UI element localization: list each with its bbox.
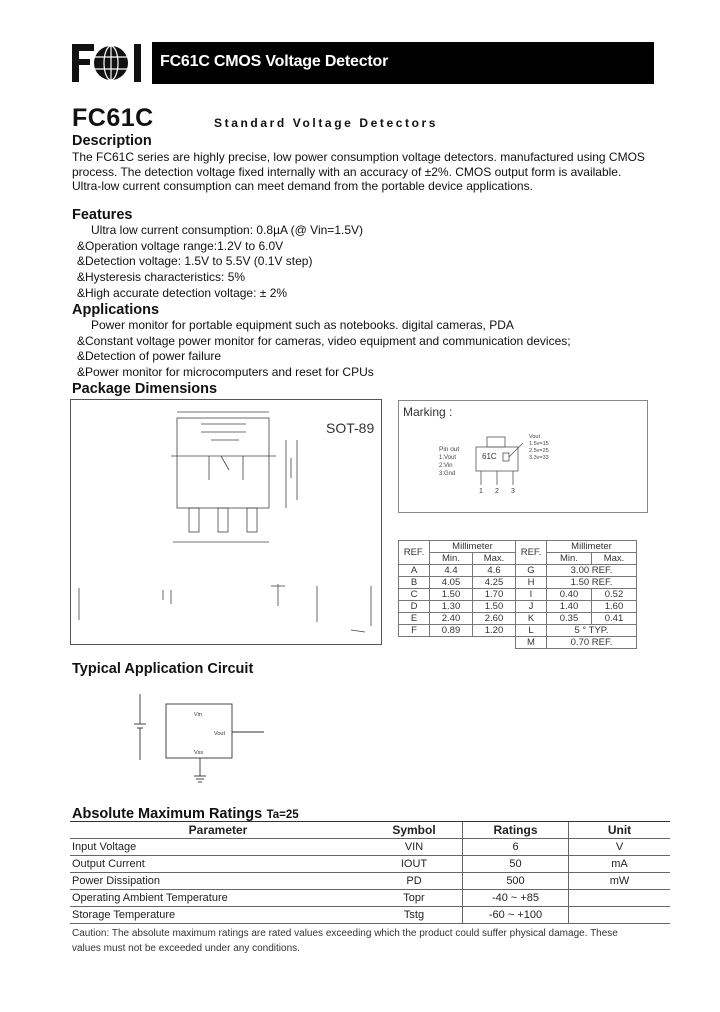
- min-cell: 1.50: [430, 589, 473, 601]
- max-header: Max.: [592, 553, 637, 565]
- caution-line: Caution: The absolute maximum ratings are rated values exceeding which the product could suffer physical damage. These: [72, 928, 618, 939]
- circuit-heading: Typical Application Circuit: [72, 661, 254, 677]
- vout-legend: Vout: [529, 434, 541, 440]
- table-row: [399, 613, 637, 625]
- fci-logo: [72, 42, 150, 89]
- pin-label: 3:Gnd: [439, 471, 456, 477]
- table-row: [399, 589, 637, 601]
- symbol-cell: Tstg: [366, 907, 463, 924]
- table-row: [70, 856, 670, 873]
- value-cell: 5 ° TYP.: [547, 625, 637, 637]
- ratings-condition: Ta=25: [266, 809, 299, 821]
- table-row: [399, 601, 637, 613]
- min-cell: 2.40: [430, 613, 473, 625]
- circuit-diagram: [120, 690, 280, 795]
- list-item: &Hysteresis characteristics: 5%: [77, 270, 246, 285]
- list-item: &Constant voltage power monitor for cameras, video equipment and communication devices;: [77, 333, 571, 348]
- symbol-header: Symbol: [366, 822, 463, 839]
- circuit-label-vin: Vin: [194, 712, 202, 718]
- package-outline-drawing: [71, 400, 381, 644]
- pin-label: 1:Vout: [439, 455, 457, 461]
- min-cell: 1.40: [547, 601, 592, 613]
- features-heading: Features: [72, 207, 133, 223]
- marking-code: 61C: [482, 452, 497, 461]
- list-item: &Operation voltage range:1.2V to 6.0V: [77, 238, 284, 253]
- caution-line: values must not be exceeded under any conditions.: [72, 943, 300, 954]
- vout-legend: 1.5v=15: [529, 441, 549, 447]
- unit-header: Millimeter: [430, 541, 516, 553]
- table-row: [70, 839, 670, 856]
- parameter-cell: Input Voltage: [70, 839, 366, 856]
- max-header: Max.: [473, 553, 516, 565]
- max-cell: 2.60: [473, 613, 516, 625]
- marking-drawing: [399, 401, 647, 512]
- ratings-header: Ratings: [463, 822, 569, 839]
- description-line: process. The detection voltage fixed internally with an accuracy of ±2%. CMOS output form is available.: [72, 164, 622, 179]
- ratings-header-row: [70, 822, 670, 839]
- dimensions-table-wrap: [398, 540, 637, 649]
- ref-cell: C: [399, 589, 430, 601]
- dimensions-table: [398, 540, 637, 649]
- symbol-cell: VIN: [366, 839, 463, 856]
- max-cell: 1.20: [473, 625, 516, 637]
- ref-cell: K: [516, 613, 547, 625]
- subtitle: Standard Voltage Detectors: [214, 116, 439, 130]
- max-cell: 4.25: [473, 577, 516, 589]
- table-row: [70, 873, 670, 890]
- parameter-header: Parameter: [70, 822, 366, 839]
- vout-legend: 3.3v=33: [529, 455, 549, 461]
- min-header: Min.: [430, 553, 473, 565]
- package-heading: Package Dimensions: [72, 381, 218, 397]
- package-drawing: [70, 399, 382, 645]
- symbol-cell: Topr: [366, 890, 463, 907]
- caution-note: [72, 926, 672, 956]
- description-line: The FC61C series are highly precise, low power consumption voltage detectors. manufactured using CMOS: [72, 150, 645, 164]
- ref-cell: A: [399, 565, 430, 577]
- unit-header: Millimeter: [547, 541, 637, 553]
- value-cell: 1.50 REF.: [547, 577, 637, 589]
- table-row: [399, 625, 637, 637]
- pin-number: 2: [495, 488, 499, 495]
- table-row: [399, 565, 637, 577]
- vout-legend: 2.5v=25: [529, 448, 549, 454]
- min-cell: 4.4: [430, 565, 473, 577]
- circuit-label-vss: Vss: [194, 750, 204, 756]
- model-title: FC61C: [72, 104, 154, 132]
- parameter-cell: Operating Ambient Temperature: [70, 890, 366, 907]
- list-item: &Power monitor for microcomputers and reset for CPUs: [77, 365, 374, 380]
- parameter-cell: Storage Temperature: [70, 907, 366, 924]
- applications-list: [77, 318, 571, 381]
- banner-title: FC61C CMOS Voltage Detector: [160, 53, 389, 70]
- table-row: [399, 577, 637, 589]
- min-header: Min.: [547, 553, 592, 565]
- table-row: [399, 637, 637, 649]
- min-cell: 0.35: [547, 613, 592, 625]
- package-name: SOT-89: [326, 420, 375, 436]
- features-list: [77, 223, 363, 302]
- circuit-schematic: [120, 690, 280, 790]
- max-cell: 1.50: [473, 601, 516, 613]
- ref-header: REF.: [516, 541, 547, 565]
- ref-cell: B: [399, 577, 430, 589]
- unit-cell: [569, 890, 671, 907]
- rating-cell: -40 ~ +85: [463, 890, 569, 907]
- ref-cell: G: [516, 565, 547, 577]
- min-cell: 0.89: [430, 625, 473, 637]
- list-item: Ultra low current consumption: 0.8µA (@ Vin=1.5V): [91, 223, 363, 237]
- max-cell: 0.41: [592, 613, 637, 625]
- table-row: [70, 907, 670, 924]
- logo-text: FCI: [72, 42, 74, 43]
- value-cell: 0.70 REF.: [547, 637, 637, 649]
- parameter-cell: Output Current: [70, 856, 366, 873]
- list-item: &Detection voltage: 1.5V to 5.5V (0.1V step): [77, 254, 313, 269]
- unit-header: Unit: [569, 822, 671, 839]
- rating-cell: 500: [463, 873, 569, 890]
- unit-cell: V: [569, 839, 671, 856]
- rating-cell: 50: [463, 856, 569, 873]
- list-item: &High accurate detection voltage: ± 2%: [77, 285, 288, 300]
- circuit-label-vout: Vout: [214, 731, 226, 737]
- symbol-cell: IOUT: [366, 856, 463, 873]
- description-heading: Description: [72, 133, 152, 149]
- marking-title: Marking :: [403, 405, 453, 419]
- unit-cell: mW: [569, 873, 671, 890]
- ratings-table: [70, 821, 670, 924]
- ref-cell: M: [516, 637, 547, 649]
- pin-label: 2:Vin: [439, 463, 453, 469]
- ref-cell: I: [516, 589, 547, 601]
- ref-cell: H: [516, 577, 547, 589]
- rating-cell: 6: [463, 839, 569, 856]
- ref-cell: L: [516, 625, 547, 637]
- table-row: [70, 890, 670, 907]
- min-cell: 0.40: [547, 589, 592, 601]
- description-text: [72, 150, 664, 194]
- max-cell: 1.70: [473, 589, 516, 601]
- max-cell: 0.52: [592, 589, 637, 601]
- applications-heading: Applications: [72, 302, 160, 318]
- empty-cell: [399, 637, 516, 649]
- ref-cell: F: [399, 625, 430, 637]
- max-cell: 4.6: [473, 565, 516, 577]
- marking-box: [398, 400, 648, 513]
- list-item: Power monitor for portable equipment such as notebooks. digital cameras, PDA: [91, 318, 514, 332]
- symbol-cell: PD: [366, 873, 463, 890]
- title-banner: [152, 42, 654, 84]
- parameter-cell: Power Dissipation: [70, 873, 366, 890]
- max-cell: 1.60: [592, 601, 637, 613]
- ratings-table-wrap: [70, 821, 670, 924]
- ref-cell: J: [516, 601, 547, 613]
- pin-number: 1: [479, 488, 483, 495]
- pin-number: 3: [511, 488, 515, 495]
- description-line: Ultra-low current consumption can meet demand from the portable device applications.: [72, 179, 533, 193]
- unit-cell: [569, 907, 671, 924]
- min-cell: 1.30: [430, 601, 473, 613]
- unit-cell: mA: [569, 856, 671, 873]
- pin-out-title: Pin out: [439, 446, 460, 453]
- rating-cell: -60 ~ +100: [463, 907, 569, 924]
- ref-cell: E: [399, 613, 430, 625]
- ratings-heading: Absolute Maximum Ratings: [72, 806, 263, 822]
- ref-header: REF.: [399, 541, 430, 565]
- list-item: &Detection of power failure: [77, 349, 222, 364]
- value-cell: 3.00 REF.: [547, 565, 637, 577]
- ref-cell: D: [399, 601, 430, 613]
- min-cell: 4.05: [430, 577, 473, 589]
- fci-logo-graphic: [72, 42, 150, 84]
